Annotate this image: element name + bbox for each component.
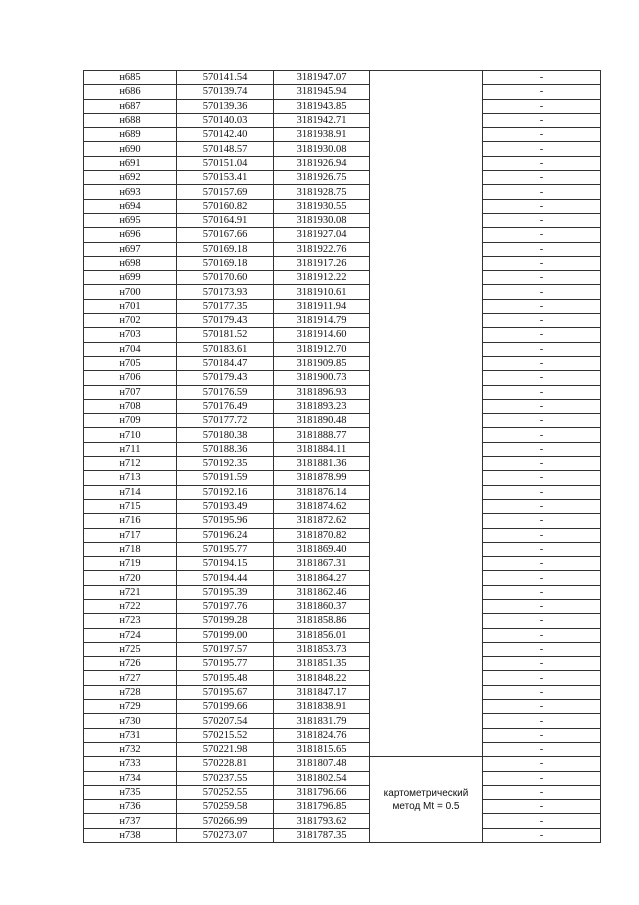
accuracy-cell: - [483, 514, 601, 528]
point-name-cell: н710 [84, 428, 177, 442]
x-coordinate-cell: 570252.55 [177, 785, 274, 799]
point-name-cell: н730 [84, 714, 177, 728]
y-coordinate-cell: 3181912.22 [274, 271, 370, 285]
x-coordinate-cell: 570194.44 [177, 571, 274, 585]
accuracy-cell: - [483, 299, 601, 313]
table-row [84, 271, 601, 285]
x-coordinate-cell: 570199.66 [177, 700, 274, 714]
x-coordinate-cell: 570142.40 [177, 128, 274, 142]
accuracy-cell: - [483, 342, 601, 356]
y-coordinate-cell: 3181930.55 [274, 199, 370, 213]
x-coordinate-cell: 570157.69 [177, 185, 274, 199]
table-row [84, 442, 601, 456]
point-name-cell: н728 [84, 685, 177, 699]
x-coordinate-cell: 570139.74 [177, 85, 274, 99]
y-coordinate-cell: 3181838.91 [274, 700, 370, 714]
y-coordinate-cell: 3181947.07 [274, 71, 370, 85]
table-row [84, 728, 601, 742]
x-coordinate-cell: 570207.54 [177, 714, 274, 728]
accuracy-cell: - [483, 285, 601, 299]
table-row [84, 185, 601, 199]
y-coordinate-cell: 3181872.62 [274, 514, 370, 528]
y-coordinate-cell: 3181848.22 [274, 671, 370, 685]
x-coordinate-cell: 570183.61 [177, 342, 274, 356]
x-coordinate-cell: 570259.58 [177, 800, 274, 814]
accuracy-formula-label: метод Mt = 0.5 [392, 800, 460, 812]
y-coordinate-cell: 3181802.54 [274, 771, 370, 785]
y-coordinate-cell: 3181928.75 [274, 185, 370, 199]
accuracy-cell: - [483, 271, 601, 285]
x-coordinate-cell: 570176.59 [177, 385, 274, 399]
y-coordinate-cell: 3181938.91 [274, 128, 370, 142]
point-name-cell: н699 [84, 271, 177, 285]
point-name-cell: н695 [84, 213, 177, 227]
point-name-cell: н738 [84, 828, 177, 842]
y-coordinate-cell: 3181888.77 [274, 428, 370, 442]
y-coordinate-cell: 3181927.04 [274, 228, 370, 242]
accuracy-cell: - [483, 199, 601, 213]
table-row [84, 299, 601, 313]
accuracy-cell: - [483, 356, 601, 370]
table-row [84, 142, 601, 156]
point-name-cell: н717 [84, 528, 177, 542]
table-row [84, 113, 601, 127]
accuracy-cell: - [483, 828, 601, 842]
x-coordinate-cell: 570140.03 [177, 113, 274, 127]
point-name-cell: н709 [84, 414, 177, 428]
x-coordinate-cell: 570170.60 [177, 271, 274, 285]
accuracy-cell: - [483, 171, 601, 185]
accuracy-cell: - [483, 785, 601, 799]
y-coordinate-cell: 3181896.93 [274, 385, 370, 399]
y-coordinate-cell: 3181930.08 [274, 213, 370, 227]
accuracy-cell: - [483, 557, 601, 571]
point-name-cell: н697 [84, 242, 177, 256]
accuracy-cell: - [483, 99, 601, 113]
y-coordinate-cell: 3181862.46 [274, 585, 370, 599]
point-name-cell: н685 [84, 71, 177, 85]
table-row [84, 199, 601, 213]
x-coordinate-cell: 570197.57 [177, 642, 274, 656]
accuracy-cell: - [483, 757, 601, 771]
table-row [84, 356, 601, 370]
y-coordinate-cell: 3181930.08 [274, 142, 370, 156]
table-row [84, 614, 601, 628]
point-name-cell: н720 [84, 571, 177, 585]
accuracy-cell: - [483, 213, 601, 227]
accuracy-cell: - [483, 485, 601, 499]
point-name-cell: н702 [84, 314, 177, 328]
table-row [84, 371, 601, 385]
point-name-cell: н708 [84, 399, 177, 413]
table-row [84, 771, 601, 785]
y-coordinate-cell: 3181914.60 [274, 328, 370, 342]
accuracy-cell: - [483, 628, 601, 642]
y-coordinate-cell: 3181911.94 [274, 299, 370, 313]
accuracy-cell: - [483, 528, 601, 542]
table-row [84, 485, 601, 499]
x-coordinate-cell: 570191.59 [177, 471, 274, 485]
accuracy-cell: - [483, 428, 601, 442]
point-name-cell: н718 [84, 542, 177, 556]
table-row [84, 385, 601, 399]
table-row [84, 242, 601, 256]
table-row [84, 685, 601, 699]
y-coordinate-cell: 3181917.26 [274, 256, 370, 270]
table-row [84, 800, 601, 814]
point-name-cell: н692 [84, 171, 177, 185]
table-row [84, 700, 601, 714]
accuracy-cell: - [483, 585, 601, 599]
point-name-cell: н735 [84, 785, 177, 799]
x-coordinate-cell: 570195.77 [177, 542, 274, 556]
y-coordinate-cell: 3181881.36 [274, 457, 370, 471]
y-coordinate-cell: 3181851.35 [274, 657, 370, 671]
accuracy-cell: - [483, 156, 601, 170]
table-row [84, 328, 601, 342]
table-row [84, 256, 601, 270]
x-coordinate-cell: 570195.48 [177, 671, 274, 685]
accuracy-cell: - [483, 685, 601, 699]
x-coordinate-cell: 570141.54 [177, 71, 274, 85]
y-coordinate-cell: 3181943.85 [274, 99, 370, 113]
table-row [84, 213, 601, 227]
x-coordinate-cell: 570192.35 [177, 457, 274, 471]
table-row [84, 571, 601, 585]
point-name-cell: н713 [84, 471, 177, 485]
point-name-cell: н698 [84, 256, 177, 270]
accuracy-cell: - [483, 185, 601, 199]
point-name-cell: н712 [84, 457, 177, 471]
accuracy-cell: - [483, 771, 601, 785]
accuracy-cell: - [483, 85, 601, 99]
table-row [84, 785, 601, 799]
point-name-cell: н723 [84, 614, 177, 628]
y-coordinate-cell: 3181922.76 [274, 242, 370, 256]
x-coordinate-cell: 570180.38 [177, 428, 274, 442]
x-coordinate-cell: 570199.28 [177, 614, 274, 628]
y-coordinate-cell: 3181912.70 [274, 342, 370, 356]
accuracy-cell: - [483, 442, 601, 456]
table-row [84, 499, 601, 513]
accuracy-cell: - [483, 700, 601, 714]
x-coordinate-cell: 570139.36 [177, 99, 274, 113]
accuracy-cell: - [483, 142, 601, 156]
point-name-cell: н736 [84, 800, 177, 814]
accuracy-cell: - [483, 800, 601, 814]
table-row [84, 714, 601, 728]
table-row [84, 457, 601, 471]
accuracy-cell: - [483, 599, 601, 613]
y-coordinate-cell: 3181787.35 [274, 828, 370, 842]
x-coordinate-cell: 570188.36 [177, 442, 274, 456]
x-coordinate-cell: 570184.47 [177, 356, 274, 370]
y-coordinate-cell: 3181874.62 [274, 499, 370, 513]
point-name-cell: н706 [84, 371, 177, 385]
table-row [84, 128, 601, 142]
y-coordinate-cell: 3181876.14 [274, 485, 370, 499]
y-coordinate-cell: 3181909.85 [274, 356, 370, 370]
point-name-cell: н707 [84, 385, 177, 399]
point-name-cell: н731 [84, 728, 177, 742]
point-name-cell: н693 [84, 185, 177, 199]
x-coordinate-cell: 570197.76 [177, 599, 274, 613]
y-coordinate-cell: 3181864.27 [274, 571, 370, 585]
accuracy-cell: - [483, 71, 601, 85]
x-coordinate-cell: 570195.96 [177, 514, 274, 528]
x-coordinate-cell: 570199.00 [177, 628, 274, 642]
table-row [84, 628, 601, 642]
accuracy-cell: - [483, 614, 601, 628]
point-name-cell: н691 [84, 156, 177, 170]
y-coordinate-cell: 3181870.82 [274, 528, 370, 542]
table-row [84, 99, 601, 113]
x-coordinate-cell: 570237.55 [177, 771, 274, 785]
y-coordinate-cell: 3181890.48 [274, 414, 370, 428]
x-coordinate-cell: 570177.72 [177, 414, 274, 428]
point-name-cell: н737 [84, 814, 177, 828]
table-row [84, 599, 601, 613]
x-coordinate-cell: 570169.18 [177, 242, 274, 256]
table-row [84, 85, 601, 99]
accuracy-cell: - [483, 814, 601, 828]
y-coordinate-cell: 3181867.31 [274, 557, 370, 571]
y-coordinate-cell: 3181793.62 [274, 814, 370, 828]
accuracy-cell: - [483, 657, 601, 671]
accuracy-cell: - [483, 542, 601, 556]
y-coordinate-cell: 3181824.76 [274, 728, 370, 742]
table-row [84, 399, 601, 413]
x-coordinate-cell: 570164.91 [177, 213, 274, 227]
method-cell [370, 757, 483, 843]
point-name-cell: н704 [84, 342, 177, 356]
x-coordinate-cell: 570179.43 [177, 314, 274, 328]
point-name-cell: н689 [84, 128, 177, 142]
y-coordinate-cell: 3181856.01 [274, 628, 370, 642]
x-coordinate-cell: 570266.99 [177, 814, 274, 828]
accuracy-cell: - [483, 228, 601, 242]
x-coordinate-cell: 570153.41 [177, 171, 274, 185]
x-coordinate-cell: 570273.07 [177, 828, 274, 842]
point-name-cell: н716 [84, 514, 177, 528]
table-row [84, 542, 601, 556]
y-coordinate-cell: 3181807.48 [274, 757, 370, 771]
x-coordinate-cell: 570195.39 [177, 585, 274, 599]
table-row [84, 657, 601, 671]
x-coordinate-cell: 570221.98 [177, 742, 274, 756]
point-name-cell: н725 [84, 642, 177, 656]
point-name-cell: н690 [84, 142, 177, 156]
x-coordinate-cell: 570173.93 [177, 285, 274, 299]
y-coordinate-cell: 3181926.94 [274, 156, 370, 170]
accuracy-cell: - [483, 642, 601, 656]
point-name-cell: н734 [84, 771, 177, 785]
x-coordinate-cell: 570192.16 [177, 485, 274, 499]
point-name-cell: н701 [84, 299, 177, 313]
y-coordinate-cell: 3181914.79 [274, 314, 370, 328]
accuracy-cell: - [483, 399, 601, 413]
method-cell-upper [370, 71, 483, 757]
table-row [84, 414, 601, 428]
point-name-cell: н703 [84, 328, 177, 342]
y-coordinate-cell: 3181893.23 [274, 399, 370, 413]
accuracy-cell: - [483, 742, 601, 756]
point-name-cell: н705 [84, 356, 177, 370]
table-row [84, 585, 601, 599]
x-coordinate-cell: 570160.82 [177, 199, 274, 213]
accuracy-cell: - [483, 328, 601, 342]
accuracy-cell: - [483, 113, 601, 127]
y-coordinate-cell: 3181853.73 [274, 642, 370, 656]
accuracy-cell: - [483, 385, 601, 399]
accuracy-cell: - [483, 571, 601, 585]
point-name-cell: н688 [84, 113, 177, 127]
accuracy-cell: - [483, 671, 601, 685]
table-row [84, 671, 601, 685]
point-name-cell: н687 [84, 99, 177, 113]
point-name-cell: н729 [84, 700, 177, 714]
accuracy-cell: - [483, 714, 601, 728]
point-name-cell: н727 [84, 671, 177, 685]
x-coordinate-cell: 570167.66 [177, 228, 274, 242]
table-row [84, 471, 601, 485]
y-coordinate-cell: 3181869.40 [274, 542, 370, 556]
table-row [84, 228, 601, 242]
x-coordinate-cell: 570151.04 [177, 156, 274, 170]
accuracy-cell: - [483, 471, 601, 485]
coordinates-table [83, 70, 601, 843]
point-name-cell: н686 [84, 85, 177, 99]
x-coordinate-cell: 570215.52 [177, 728, 274, 742]
x-coordinate-cell: 570176.49 [177, 399, 274, 413]
accuracy-cell: - [483, 128, 601, 142]
table-row [84, 314, 601, 328]
point-name-cell: н694 [84, 199, 177, 213]
accuracy-cell: - [483, 242, 601, 256]
y-coordinate-cell: 3181926.75 [274, 171, 370, 185]
accuracy-cell: - [483, 371, 601, 385]
table-row [84, 814, 601, 828]
y-coordinate-cell: 3181858.86 [274, 614, 370, 628]
x-coordinate-cell: 570179.43 [177, 371, 274, 385]
y-coordinate-cell: 3181796.66 [274, 785, 370, 799]
x-coordinate-cell: 570195.67 [177, 685, 274, 699]
x-coordinate-cell: 570193.49 [177, 499, 274, 513]
x-coordinate-cell: 570228.81 [177, 757, 274, 771]
x-coordinate-cell: 570195.77 [177, 657, 274, 671]
x-coordinate-cell: 570196.24 [177, 528, 274, 542]
table-row [84, 342, 601, 356]
table-row [84, 285, 601, 299]
y-coordinate-cell: 3181847.17 [274, 685, 370, 699]
point-name-cell: н696 [84, 228, 177, 242]
accuracy-cell: - [483, 457, 601, 471]
point-name-cell: н726 [84, 657, 177, 671]
y-coordinate-cell: 3181860.37 [274, 599, 370, 613]
y-coordinate-cell: 3181884.11 [274, 442, 370, 456]
point-name-cell: н722 [84, 599, 177, 613]
accuracy-cell: - [483, 499, 601, 513]
table-row [84, 642, 601, 656]
y-coordinate-cell: 3181910.61 [274, 285, 370, 299]
table-row [84, 171, 601, 185]
coordinates-table-body [84, 71, 601, 843]
method-label: картометрический [383, 787, 469, 799]
accuracy-cell: - [483, 414, 601, 428]
point-name-cell: н711 [84, 442, 177, 456]
point-name-cell: н721 [84, 585, 177, 599]
point-name-cell: н719 [84, 557, 177, 571]
point-name-cell: н715 [84, 499, 177, 513]
y-coordinate-cell: 3181796.85 [274, 800, 370, 814]
point-name-cell: н700 [84, 285, 177, 299]
y-coordinate-cell: 3181878.99 [274, 471, 370, 485]
x-coordinate-cell: 570148.57 [177, 142, 274, 156]
accuracy-cell: - [483, 314, 601, 328]
table-row [84, 514, 601, 528]
point-name-cell: н733 [84, 757, 177, 771]
point-name-cell: н732 [84, 742, 177, 756]
table-row [84, 428, 601, 442]
table-row [84, 557, 601, 571]
y-coordinate-cell: 3181815.65 [274, 742, 370, 756]
point-name-cell: н724 [84, 628, 177, 642]
table-row [84, 71, 601, 85]
y-coordinate-cell: 3181942.71 [274, 113, 370, 127]
y-coordinate-cell: 3181900.73 [274, 371, 370, 385]
x-coordinate-cell: 570181.52 [177, 328, 274, 342]
table-row [84, 828, 601, 842]
point-name-cell: н714 [84, 485, 177, 499]
x-coordinate-cell: 570169.18 [177, 256, 274, 270]
y-coordinate-cell: 3181945.94 [274, 85, 370, 99]
y-coordinate-cell: 3181831.79 [274, 714, 370, 728]
table-row [84, 528, 601, 542]
table-row [84, 156, 601, 170]
table-row [84, 742, 601, 756]
accuracy-cell: - [483, 728, 601, 742]
table-row [84, 757, 601, 771]
x-coordinate-cell: 570177.35 [177, 299, 274, 313]
x-coordinate-cell: 570194.15 [177, 557, 274, 571]
accuracy-cell: - [483, 256, 601, 270]
